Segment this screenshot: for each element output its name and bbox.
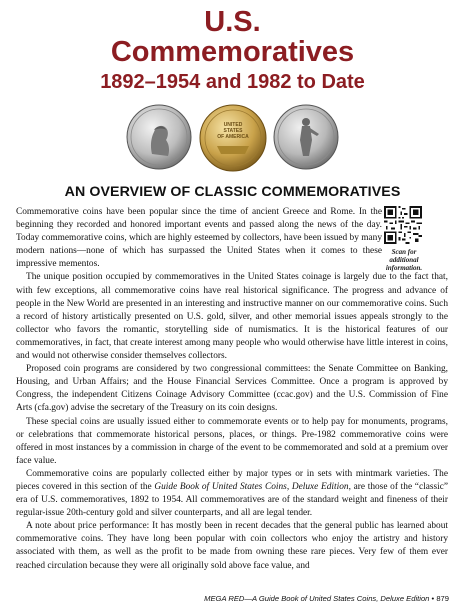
paragraph-6: A note about price performance: It has mostly been in recent decades that the general public has learned about commemorative coins. They have long been popular with coin collectors who enjoy the artistry and history associated with them, as well as the profit to be made from owning these rare pieces. Very few of them ever reached circulation because they were all originally sold above face value, and	[16, 521, 448, 571]
title-line-2: Commemoratives	[110, 36, 355, 68]
paragraph-1: Commemorative coins have been popular since the time of ancient Greece and Rome. In the beginning they recorded and honored important events and passed along the news of the day. Today commemorative coins, which are highly esteemed by collectors, have been issued by many modern nations—none of which has surpassed the United States when it comes to these impressive mementos.	[16, 207, 382, 270]
svg-text:OF AMERICA: OF AMERICA	[217, 134, 249, 140]
paragraph-5	[16, 468, 448, 520]
book-title: Guide Book of United States Coins, Deluxe Edition	[154, 481, 349, 492]
running-title: MEGA RED—A Guide Book of United States Coins, Deluxe Edition	[204, 594, 430, 603]
qr-caption-line-1: Scan for	[391, 248, 417, 256]
page-footer	[204, 594, 449, 603]
svg-text:STATES: STATES	[223, 128, 243, 134]
coin-left-image	[126, 104, 192, 170]
paragraph-4: These special coins are usually issued either to commemorate events or to help pay for monuments, programs, or celebrations that commemorate historical persons, places, or things. Pre-1982 commemorative coins were offered in most instances by a commission in charge of the event to be commemorated and sold at a premium over face value.	[16, 416, 448, 466]
title-date-range: 1892–1954 and 1982 to Date	[100, 71, 365, 93]
paragraph-2: The unique position occupied by commemoratives in the United States coinage is largely due to the fact that, with few exceptions, all commemorative coins have real historical significance. The progress and advance of people in the New World are presented in an interesting and instructive manner on our commemorative coins. Such a record of history artistically presented on U.S. gold, silver, and other memorial issues appeals strongly to the collector who favors the romantic, storytelling side of numismatics. It is the historical features of our commemoratives, in fact, that create interest among many people who would otherwise have little interest in coins, and would not otherwise consider themselves collectors.	[16, 272, 448, 362]
coin-images	[0, 104, 465, 170]
paragraph-5-part-2: , are those of the “classic” era of U.S. commemoratives, 1892 to 1954. All commemoratives are of the standard weight and fineness of their regular-issue 20th-century gold and silver counterparts, and all are legal tender.	[16, 481, 449, 519]
article-body	[16, 206, 448, 573]
section-heading: AN OVERVIEW OF CLASSIC COMMEMORATIVES	[64, 184, 401, 200]
coin-right-image	[273, 104, 339, 170]
footer-bullet: •	[431, 594, 435, 603]
qr-caption-line-3: information.	[385, 264, 423, 272]
title-line-1: U.S.	[204, 6, 261, 38]
svg-text:UNITED: UNITED	[223, 122, 243, 128]
coin-middle-image	[199, 104, 267, 172]
page-number: 879	[436, 594, 449, 603]
paragraph-5-part-1: Commemorative coins are popularly collected either by major types or in sets with mintmark varieties. The pieces covered in this section of the	[16, 468, 448, 492]
qr-caption-line-2: additional	[389, 256, 419, 264]
paragraph-3: Proposed coin programs are considered by two congressional committees: the Senate Committee on Banking, Housing, and Urban Affairs; and the House Financial Services Committee. Once a program is approved by Congress, the independent Citizens Coinage Advisory Committee (ccac.gov) and the U.S. Commission of Fine Arts (cfa.gov) advise the secretary of the Treasury on its coin designs.	[16, 364, 448, 414]
